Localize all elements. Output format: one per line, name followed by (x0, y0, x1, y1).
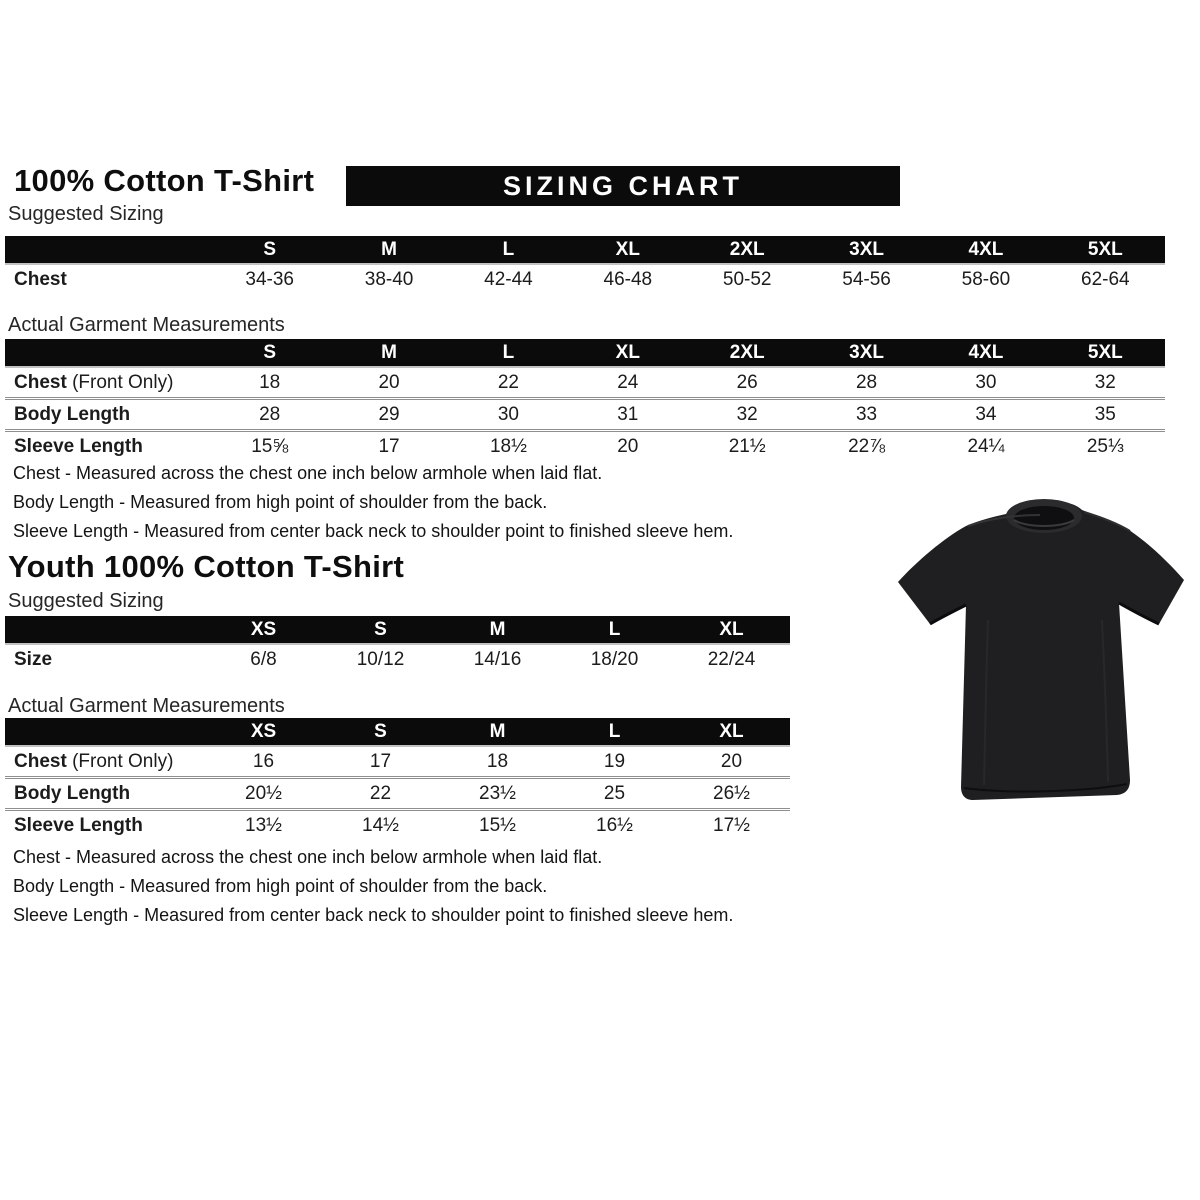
table-header-row (5, 236, 1165, 264)
size-column-header: 5XL (1046, 236, 1165, 264)
note-line: Body Length - Measured from high point of shoulder from the back. (13, 876, 548, 896)
table-row (5, 399, 1165, 431)
size-column-header: M (439, 616, 556, 644)
row-label-cell (5, 367, 210, 399)
measurement-value-cell: 54-56 (842, 268, 891, 290)
size-column-header: 2XL (688, 236, 807, 264)
measurement-value-cell: 62-64 (1081, 268, 1130, 290)
measurement-value-cell: 58-60 (961, 268, 1011, 290)
table-header-row (5, 616, 790, 644)
measurement-value-cell: 23½ (439, 778, 556, 810)
measurement-value-cell: 18 (486, 750, 509, 772)
measurement-value-cell: 38-40 (364, 268, 414, 290)
measurement-value-cell: 14/16 (473, 648, 522, 670)
measurement-value-cell: 20 (568, 431, 687, 462)
note-line: Body Length - Measured from high point of shoulder from the back. (13, 492, 548, 512)
measurement-value-cell: 22 (322, 778, 439, 810)
row-label: Chest (14, 750, 67, 772)
youth-suggested-size-table (5, 616, 790, 674)
note-line: Sleeve Length - Measured from center back neck to shoulder point to finished sleeve hem. (13, 521, 734, 541)
measurement-value-cell: 20½ (205, 778, 322, 810)
header-corner-cell (5, 616, 205, 644)
measurement-value-cell: 42-44 (484, 268, 533, 290)
row-label: Chest (14, 268, 67, 290)
size-column-header: 4XL (926, 236, 1045, 264)
measurement-value-cell: 17½ (673, 810, 790, 841)
actual-measurements-label: Actual Garment Measurements (8, 314, 285, 336)
measurement-value-cell: 26½ (673, 778, 790, 810)
size-column-header: L (556, 718, 673, 746)
measurement-value-cell: 25 (556, 778, 673, 810)
size-column-header: 4XL (926, 339, 1045, 367)
measurement-value-cell: 10/12 (356, 648, 405, 670)
size-column-header: M (439, 718, 556, 746)
table-row (5, 264, 1165, 294)
product-title: 100% Cotton T-Shirt (14, 163, 315, 198)
row-label-suffix: (Front Only) (66, 371, 174, 393)
header-corner-cell (5, 718, 205, 746)
measurement-value-cell: 18½ (449, 431, 568, 462)
measurement-value-cell: 20 (720, 750, 743, 772)
measurement-value-cell: 50-52 (722, 268, 772, 290)
size-column-header: M (329, 339, 448, 367)
measurement-value-cell: 28 (210, 399, 329, 431)
measurement-value-cell: 16½ (556, 810, 673, 841)
note-line: Chest - Measured across the chest one inch below armhole when laid flat. (13, 463, 603, 483)
table-header-row (5, 718, 790, 746)
row-label: Size (14, 648, 53, 670)
row-label-cell (5, 264, 210, 294)
size-table (5, 718, 790, 840)
note-line: Sleeve Length - Measured from center back neck to shoulder point to finished sleeve hem. (13, 905, 734, 925)
size-column-header: S (322, 718, 439, 746)
measurement-value-cell: 18 (259, 371, 281, 393)
row-label: Body Length (14, 403, 131, 425)
note-line: Chest - Measured across the chest one inch below armhole when laid flat. (13, 847, 603, 867)
measurement-value-cell: 14½ (322, 810, 439, 841)
measurement-value-cell: 20 (378, 371, 400, 393)
table-header-row (5, 339, 1165, 367)
adult-garment-measurements-table (5, 339, 1165, 461)
size-column-header: S (210, 339, 329, 367)
youth-actual-measurements-label: Actual Garment Measurements (8, 695, 285, 717)
measurement-value-cell: 17 (369, 750, 392, 772)
tshirt-graphic (888, 470, 1200, 818)
measurement-value-cell: 19 (603, 750, 626, 772)
measurement-value-cell: 34-36 (245, 268, 294, 290)
header-corner-cell (5, 236, 210, 264)
table-row (5, 746, 790, 778)
row-label-suffix: (Front Only) (66, 750, 174, 772)
measurement-value-cell: 21½ (688, 431, 807, 462)
row-label-cell (5, 399, 210, 431)
size-column-header: XS (205, 718, 322, 746)
youth-suggested-sizing-label: Suggested Sizing (8, 590, 164, 612)
size-table (5, 236, 1165, 294)
measurement-value-cell: 25⅓ (1046, 431, 1165, 462)
suggested-sizing-label: Suggested Sizing (8, 203, 164, 225)
table-row (5, 810, 790, 841)
measurement-value-cell: 22/24 (707, 648, 756, 670)
measurement-value-cell: 32 (1094, 371, 1116, 393)
table-row (5, 778, 790, 810)
measurement-value-cell: 35 (1046, 399, 1165, 431)
measurement-value-cell: 46-48 (603, 268, 653, 290)
size-table (5, 339, 1165, 461)
row-label-cell (5, 431, 210, 462)
table-row (5, 644, 790, 674)
measurement-value-cell: 24 (617, 371, 639, 393)
tshirt-image (888, 470, 1200, 818)
row-label: Body Length (14, 782, 131, 804)
row-label-cell (5, 778, 205, 810)
youth-product-title: Youth 100% Cotton T-Shirt (8, 549, 405, 584)
size-column-header: 5XL (1046, 339, 1165, 367)
measurement-value-cell: 30 (449, 399, 568, 431)
youth-garment-measurements-table (5, 718, 790, 840)
adult-suggested-size-table (5, 236, 1165, 294)
measurement-value-cell: 18/20 (590, 648, 639, 670)
size-column-header: 2XL (688, 339, 807, 367)
measurement-value-cell: 6/8 (250, 648, 277, 670)
measurement-value-cell: 32 (688, 399, 807, 431)
measurement-value-cell: 15⅝ (210, 431, 329, 462)
table-row (5, 367, 1165, 399)
measurement-value-cell: 26 (736, 371, 758, 393)
measurement-value-cell: 24¼ (926, 431, 1045, 462)
row-label: Sleeve Length (14, 814, 143, 836)
measurement-value-cell: 34 (926, 399, 1045, 431)
size-column-header: L (556, 616, 673, 644)
table-row (5, 431, 1165, 462)
row-label: Sleeve Length (14, 435, 143, 457)
measurement-value-cell: 22 (497, 371, 519, 393)
row-label-cell (5, 746, 205, 778)
size-column-header: XS (205, 616, 322, 644)
size-column-header: XL (568, 339, 687, 367)
measurement-value-cell: 17 (329, 431, 448, 462)
size-column-header: XL (673, 718, 790, 746)
measurement-value-cell: 30 (975, 371, 997, 393)
measurement-value-cell: 22⅞ (807, 431, 926, 462)
sizing-chart-banner: SIZING CHART (346, 166, 900, 206)
size-table (5, 616, 790, 674)
size-column-header: 3XL (807, 236, 926, 264)
adult-measurement-notes (13, 459, 733, 546)
row-label: Chest (14, 371, 67, 393)
header-corner-cell (5, 339, 210, 367)
measurement-value-cell: 16 (252, 750, 275, 772)
measurement-value-cell: 33 (807, 399, 926, 431)
size-column-header: 3XL (807, 339, 926, 367)
row-label-cell (5, 810, 205, 841)
size-column-header: XL (673, 616, 790, 644)
size-column-header: L (449, 339, 568, 367)
measurement-value-cell: 15½ (439, 810, 556, 841)
size-column-header: L (449, 236, 568, 264)
size-column-header: S (322, 616, 439, 644)
measurement-value-cell: 28 (855, 371, 878, 393)
measurement-value-cell: 29 (329, 399, 448, 431)
measurement-value-cell: 31 (568, 399, 687, 431)
size-column-header: M (329, 236, 448, 264)
measurement-value-cell: 13½ (205, 810, 322, 841)
size-column-header: S (210, 236, 329, 264)
row-label-cell (5, 644, 205, 674)
size-column-header: XL (568, 236, 687, 264)
youth-measurement-notes (13, 843, 733, 930)
